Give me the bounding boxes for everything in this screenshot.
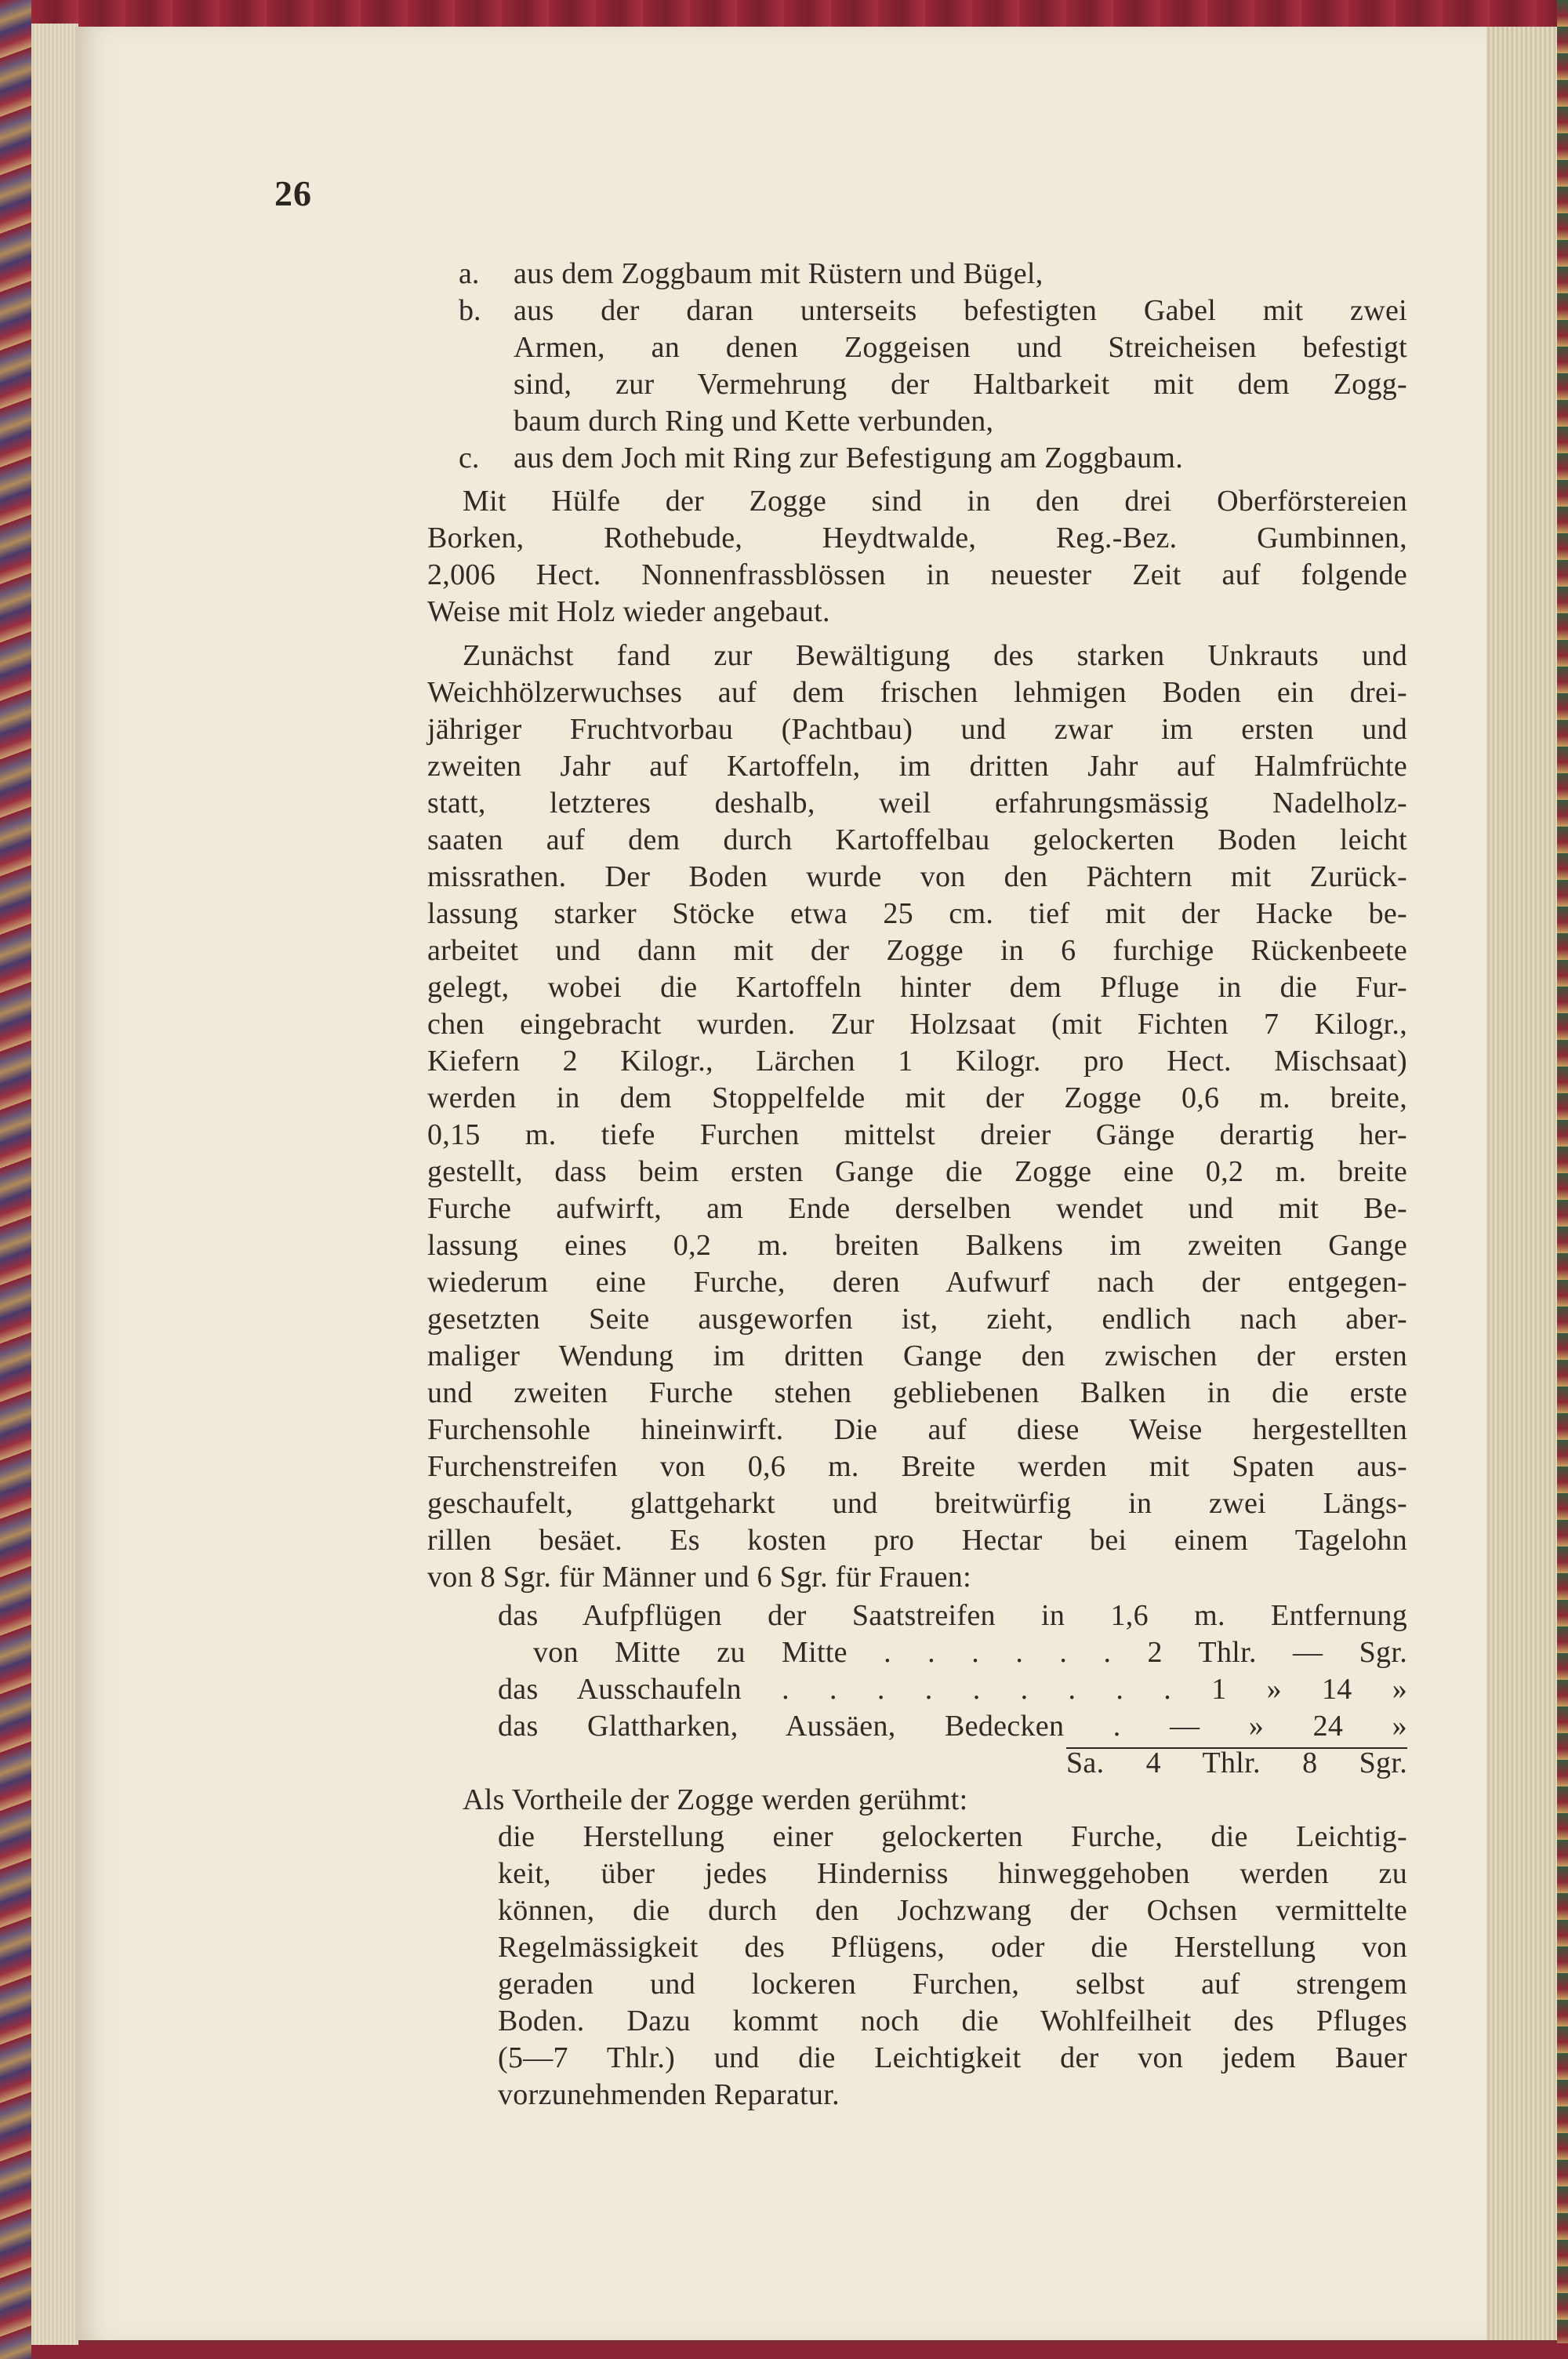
paragraph-line: chen eingebracht wurden. Zur Holzsaat (mit Fichten 7 Kilogr.,: [427, 1008, 1407, 1041]
cost-row-3: das Glattharken, Aussäen, Bedecken . — » 24 »: [498, 1710, 1407, 1743]
paragraph-line: Zunächst fand zur Bewältigung des starken Unkrauts und: [463, 639, 1407, 672]
paragraph-line: lassung starker Stöcke etwa 25 cm. tief mit der Hacke be-: [427, 897, 1407, 930]
marbled-edge-left: [0, 0, 31, 2359]
list-marker-a: a.: [459, 257, 480, 290]
paragraph-line: saaten auf dem durch Kartoffelbau gelockerten Boden leicht: [427, 823, 1407, 856]
paragraph-line: geraden und lockeren Furchen, selbst auf strengem: [498, 1968, 1407, 2001]
binding-edge-top: [31, 0, 1568, 27]
paragraph-line: 0,15 m. tiefe Furchen mittelst dreier Gänge derartig her-: [427, 1118, 1407, 1151]
paragraph-line: keit, über jedes Hinderniss hinweggehoben werden zu: [498, 1857, 1407, 1890]
paragraph-line: 2,006 Hect. Nonnenfrassblössen in neuester Zeit auf folgende: [427, 558, 1407, 591]
page-edges-right: [1486, 27, 1557, 2340]
paragraph-line: Als Vortheile der Zogge werden gerühmt:: [463, 1783, 968, 1816]
paragraph-line: wiederum eine Furche, deren Aufwurf nach der entgegen-: [427, 1266, 1407, 1299]
paragraph-line: werden in dem Stoppelfelde mit der Zogge 0,6 m. breite,: [427, 1081, 1407, 1114]
paragraph-line: missrathen. Der Boden wurde von den Pächtern mit Zurück-: [427, 860, 1407, 893]
list-item-a-line: aus dem Zoggbaum mit Rüstern und Bügel,: [514, 257, 1044, 290]
paragraph-line: können, die durch den Jochzwang der Ochsen vermittelte: [498, 1894, 1407, 1927]
list-item-b-line: aus der daran unterseits befestigten Gabel mit zwei: [514, 294, 1407, 327]
paragraph-line: gelegt, wobei die Kartoffeln hinter dem Pfluge in die Fur-: [427, 971, 1407, 1004]
paragraph-line: vorzunehmenden Reparatur.: [498, 2078, 840, 2111]
paragraph-line: lassung eines 0,2 m. breiten Balkens im zweiten Gange: [427, 1229, 1407, 1262]
list-item-b-line: sind, zur Vermehrung der Haltbarkeit mit dem Zogg-: [514, 368, 1407, 401]
cost-row-2: das Ausschaufeln . . . . . . . . . 1 » 14 »: [498, 1673, 1407, 1706]
paragraph-line: Kiefern 2 Kilogr., Lärchen 1 Kilogr. pro Hect. Mischsaat): [427, 1045, 1407, 1078]
paragraph-line: geschaufelt, glattgeharkt und breitwürfig in zwei Längs-: [427, 1487, 1407, 1520]
list-item-b-line: Armen, an denen Zoggeisen und Streicheisen befestigt: [514, 331, 1407, 364]
cost-row-1-line-2: von Mitte zu Mitte . . . . . . 2 Thlr. — Sgr.: [533, 1636, 1407, 1669]
paragraph-line: die Herstellung einer gelockerten Furche, die Leichtig-: [498, 1820, 1407, 1853]
page-edges-left: [31, 24, 78, 2345]
binding-edge-bottom: [31, 2343, 1568, 2359]
paragraph-line: arbeitet und dann mit der Zogge in 6 furchige Rückenbeete: [427, 934, 1407, 967]
paragraph-line: Weichhölzerwuchses auf dem frischen lehmigen Boden ein drei-: [427, 676, 1407, 709]
paragraph-line: von 8 Sgr. für Männer und 6 Sgr. für Frauen:: [427, 1561, 971, 1594]
paragraph-line: Boden. Dazu kommt noch die Wohlfeilheit des Pfluges: [498, 2005, 1407, 2037]
paragraph-line: Regelmässigkeit des Pflügens, oder die Herstellung von: [498, 1931, 1407, 1964]
paragraph-line: gestellt, dass beim ersten Gange die Zogge eine 0,2 m. breite: [427, 1155, 1407, 1188]
paragraph-line: jähriger Fruchtvorbau (Pachtbau) und zwar im ersten und: [427, 713, 1407, 746]
paragraph-line: statt, letzteres deshalb, weil erfahrungsmässig Nadelholz-: [427, 787, 1407, 820]
list-marker-b: b.: [459, 294, 481, 327]
list-marker-c: c.: [459, 442, 480, 474]
paragraph-line: und zweiten Furche stehen gebliebenen Balken in die erste: [427, 1376, 1407, 1409]
cost-row-1-line-1: das Aufpflügen der Saatstreifen in 1,6 m. Entfernung: [498, 1599, 1407, 1632]
paragraph-line: Borken, Rothebude, Heydtwalde, Reg.-Bez. Gumbinnen,: [427, 522, 1407, 554]
list-item-c-line: aus dem Joch mit Ring zur Befestigung am Zoggbaum.: [514, 442, 1184, 474]
marbled-edge-right: [1557, 0, 1568, 2359]
paragraph-line: Furche aufwirft, am Ende derselben wendet und mit Be-: [427, 1192, 1407, 1225]
paragraph-line: Furchensohle hineinwirft. Die auf diese Weise hergestellten: [427, 1413, 1407, 1446]
paragraph-line: Weise mit Holz wieder angebaut.: [427, 595, 830, 628]
paragraph-line: zweiten Jahr auf Kartoffeln, im dritten Jahr auf Halmfrüchte: [427, 750, 1407, 783]
paragraph-line: (5—7 Thlr.) und die Leichtigkeit der von jedem Bauer: [498, 2041, 1407, 2074]
paragraph-line: Mit Hülfe der Zogge sind in den drei Oberförstereien: [463, 485, 1407, 518]
page-number: 26: [274, 173, 312, 213]
cost-total: Sa. 4 Thlr. 8 Sgr.: [1066, 1747, 1407, 1779]
paragraph-line: rillen besäet. Es kosten pro Hectar bei einem Tagelohn: [427, 1524, 1407, 1557]
paragraph-line: Furchenstreifen von 0,6 m. Breite werden mit Spaten aus-: [427, 1450, 1407, 1483]
paragraph-line: maliger Wendung im dritten Gange den zwischen der ersten: [427, 1339, 1407, 1372]
paragraph-line: gesetzten Seite ausgeworfen ist, zieht, endlich nach aber-: [427, 1303, 1407, 1336]
list-item-b-line: baum durch Ring und Kette verbunden,: [514, 405, 994, 438]
